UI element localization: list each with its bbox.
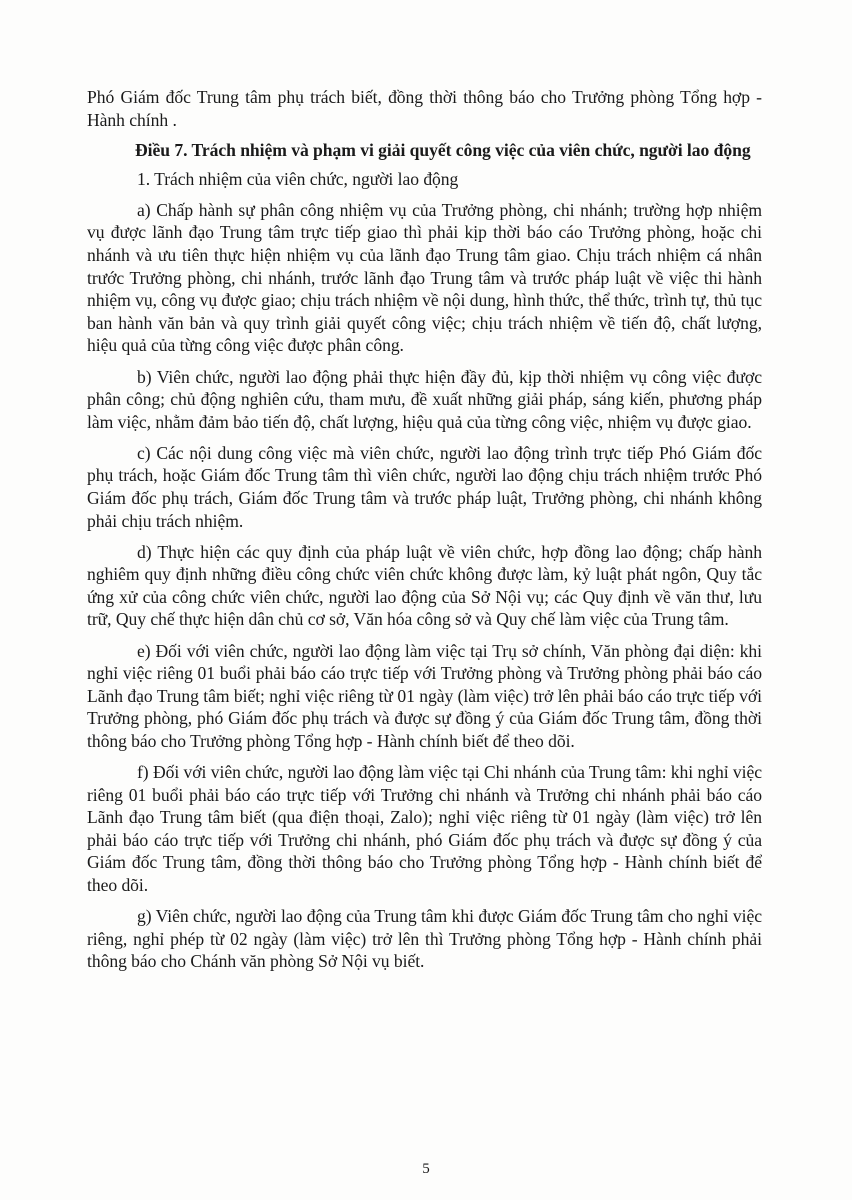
document-body — [87, 86, 762, 973]
item-e: e) Đối với viên chức, người lao động làm việc tại Trụ sở chính, Văn phòng đại diện: khi nghỉ việc riêng 01 buổi phải báo cáo trực tiếp với Trưởng phòng và Trưởng phòng phải báo cáo Lãnh đạo Trung tâm biết; nghỉ việc riêng từ 01 ngày (làm việc) trở lên phải báo cáo trực tiếp với Trưởng phòng, phó Giám đốc phụ trách và được sự đồng ý của Giám đốc Trung tâm, đồng thời thông báo cho Trưởng phòng Tổng hợp - Hành chính biết để theo dõi. — [87, 640, 762, 751]
article-heading: Điều 7. Trách nhiệm và phạm vi giải quyết công việc của viên chức, người lao động — [135, 140, 751, 161]
item-f: f) Đối với viên chức, người lao động làm việc tại Chi nhánh của Trung tâm: khi nghỉ việc riêng 01 buổi phải báo cáo trực tiếp với Trưởng chi nhánh và Trưởng chi nhánh phải báo cáo Lãnh đạo Trung tâm biết (qua điện thoại, Zalo); nghỉ việc riêng từ 01 ngày (làm việc) trở lên phải báo cáo trực tiếp với Trưởng chi nhánh, phó Giám đốc phụ trách và được sự đồng ý của Giám đốc Trung tâm, đồng thời thông báo cho Trưởng phòng Tổng hợp - Hành chính biết để theo dõi. — [87, 762, 763, 895]
item-d: d) Thực hiện các quy định của pháp luật về viên chức, hợp đồng lao động; chấp hành nghiêm quy định những điều công chức viên chức không được làm, kỷ luật phát ngôn, Quy tắc ứng xử của công chức viên chức, người lao động của Sở Nội vụ; các Quy định về văn thư, lưu trữ, Quy chế thực hiện dân chủ cơ sở, Văn hóa công sở và Quy chế làm việc của Trung tâm. — [87, 541, 762, 630]
item-b: b) Viên chức, người lao động phải thực hiện đầy đủ, kịp thời nhiệm vụ công việc được phân công; chủ động nghiên cứu, tham mưu, đề xuất những giải pháp, sáng kiến, phương pháp làm việc, nhằm đảm bảo tiến độ, chất lượng, hiệu quả của từng công việc, nhiệm vụ được giao. — [87, 366, 762, 432]
item-c: c) Các nội dung công việc mà viên chức, người lao động trình trực tiếp Phó Giám đốc phụ trách, hoặc Giám đốc Trung tâm thì viên chức, người lao động chịu trách nhiệm trước Phó Giám đốc phụ trách, Giám đốc Trung tâm và trước pháp luật, Trưởng phòng, chi nhánh không phải chịu trách nhiệm. — [87, 442, 762, 531]
page-number: 5 — [422, 1161, 430, 1177]
section-title: 1. Trách nhiệm của viên chức, người lao động — [137, 168, 459, 189]
item-a: a) Chấp hành sự phân công nhiệm vụ của Trưởng phòng, chi nhánh; trường hợp nhiệm vụ được lãnh đạo Trung tâm trực tiếp giao thì phải kịp thời báo cáo Trưởng phòng, hoặc chi nhánh và ưu tiên thực hiện nhiệm vụ của lãnh đạo Trung tâm giao. Chịu trách nhiệm cá nhân trước Trưởng phòng, chi nhánh, trước lãnh đạo Trung tâm và trước pháp luật về việc thi hành nhiệm vụ, công vụ được giao; chịu trách nhiệm về nội dung, hình thức, thể thức, trình tự, thủ tục ban hành văn bản và quy trình giải quyết công việc; chịu trách nhiệm về tiến độ, chất lượng, hiệu quả của từng công việc được phân công. — [87, 199, 762, 356]
intro-paragraph: Phó Giám đốc Trung tâm phụ trách biết, đồng thời thông báo cho Trưởng phòng Tổng hợp - Hành chính . — [87, 87, 762, 130]
item-g: g) Viên chức, người lao động của Trung tâm khi được Giám đốc Trung tâm cho nghỉ việc riêng, nghỉ phép từ 02 ngày (làm việc) trở lên thì Trưởng phòng Tổng hợp - Hành chính phải thông báo cho Chánh văn phòng Sở Nội vụ biết. — [87, 906, 762, 972]
